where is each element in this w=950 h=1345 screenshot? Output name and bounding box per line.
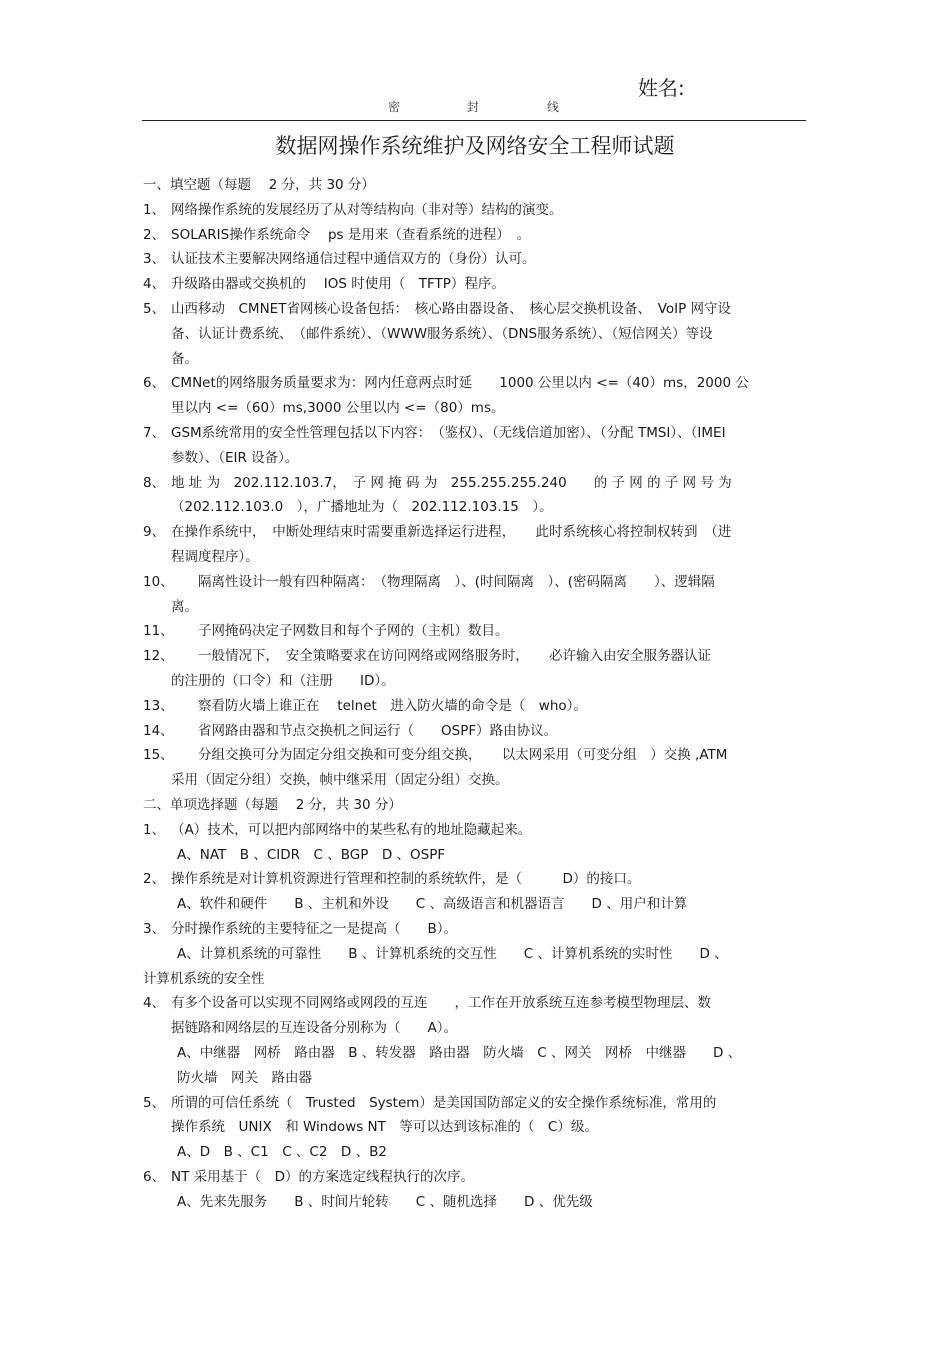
question-text-line: 察看防火墙上谁正在 telnet 进入防火墙的命令是（ who）。	[171, 697, 587, 714]
answer-options: A、NAT B 、CIDR C 、BGP D 、OSPF	[177, 846, 446, 863]
question-text-line: 参数）、（EIR 设备）。	[171, 449, 299, 466]
question-number: 1、	[143, 201, 166, 218]
question-text-line: 操作系统是对计算机资源进行管理和控制的系统软件，是（ D）的接口。	[171, 871, 641, 888]
name-label: 姓名:	[638, 76, 685, 100]
question-text-line: 所谓的可信任系统（ Trusted System）是美国国防部定义的安全操作系统标准，常用的	[171, 1094, 717, 1111]
seal-char-mi: 密	[388, 100, 401, 114]
question-number: 13、	[143, 697, 174, 714]
question-text-line: SOLARIS操作系统命令 ps 是用来（查看系统的进程） 。	[171, 226, 531, 243]
answer-options: A、D B 、C1 C 、C2 D 、B2	[177, 1144, 387, 1161]
question-text-line: 离。	[171, 598, 198, 615]
page-title: 数据网操作系统维护及网络安全工程师试题	[275, 134, 675, 158]
answer-options: A、计算机系统的可靠性 B 、计算机系统的交互性 C 、计算机系统的实时性 D 、	[177, 945, 728, 962]
question-text-line: 网络操作系统的发展经历了从对等结构向（非对等）结构的演变。	[171, 201, 563, 218]
question-number: 12、	[143, 648, 174, 665]
question-number: 6、	[143, 1169, 166, 1185]
question-text-line: 认证技术主要解决网络通信过程中通信双方的（身份）认可。	[171, 251, 536, 268]
question-number: 5、	[143, 301, 166, 317]
question-number: 3、	[143, 251, 166, 268]
question-number: 6、	[143, 375, 166, 392]
question-text-line: 分时操作系统的主要特征之一是提高（ B）。	[171, 921, 458, 937]
question-number: 7、	[143, 425, 166, 441]
question-text-line: 升级路由器或交换机的 IOS 时使用（ TFTP）程序。	[171, 276, 505, 293]
question-text-line: 据链路和网络层的互连设备分别称为（ A）。	[171, 1020, 457, 1037]
question-number: 8、	[143, 474, 166, 491]
question-text-line: 分组交换可分为固定分组交换和可变分组交换， 以太网采用（可变分组 ）交换 ,ATM	[171, 747, 728, 764]
question-text-line: 备、认证计费系统、 （邮件系统）、（WWW服务系统）、（DNS服务系统）、（短信网关）等设	[171, 325, 713, 342]
question-text-line: 隔离性设计一般有四种隔离： （物理隔离 ）、(时间隔离 ）、(密码隔离 ）、逻辑隔	[171, 573, 715, 590]
seal-char-feng: 封	[467, 100, 480, 114]
question-number: 15、	[143, 747, 174, 764]
question-text-line: 有多个设备可以实现不同网络或网段的互连 ，工作在开放系统互连参考模型物理层、数	[171, 995, 711, 1012]
question-number: 10、	[143, 573, 174, 590]
section-heading-choice: 二、单项选择题（每题 2 分，共 30 分）	[143, 797, 402, 813]
question-text-line: 子网掩码决定子网数目和每个子网的（主机）数目。	[171, 623, 509, 640]
question-text-line: CMNet的网络服务质量要求为：网内任意两点时延 1000 公里以内 <=（40）ms，2000 公	[171, 375, 749, 392]
answer-options: A、中继器 网桥 路由器 B 、转发器 路由器 防火墙 C 、网关 网桥 中继器 D 、	[177, 1045, 742, 1061]
question-number: 11、	[143, 623, 174, 640]
question-text-line: 采用（固定分组）交换，帧中继采用（固定分组）交换。	[171, 772, 509, 789]
answer-options: A、软件和硬件 B 、主机和外设 C 、高级语言和机器语言 D 、用户和计算	[177, 896, 688, 913]
seal-line	[142, 120, 806, 121]
question-number: 4、	[143, 995, 166, 1012]
question-text-line: GSM系统常用的安全性管理包括以下内容： （鉴权）、（无线信道加密）、（分配 TMSI）、（IMEI	[171, 425, 726, 441]
answer-options-continued: 计算机系统的安全性	[143, 970, 265, 987]
question-text-line: 一般情况下， 安全策略要求在访问网络或网络服务时， 必许输入由安全服务器认证	[171, 648, 711, 665]
question-text-line: NT 采用基于（ D）的方案选定线程执行的次序。	[171, 1169, 475, 1185]
question-number: 2、	[143, 226, 166, 243]
question-number: 5、	[143, 1094, 166, 1111]
question-text-line: 在操作系统中， 中断处理结束时需要重新选择运行进程， 此时系统核心将控制权转到 （进	[171, 524, 732, 541]
answer-options: A、先来先服务 B 、时间片轮转 C 、随机选择 D 、优先级	[177, 1193, 593, 1210]
question-text-line: 地 址 为 202.112.103.7， 子 网 掩 码 为 255.255.255.240 的 子 网 的 子 网 号 为	[171, 474, 732, 491]
question-number: 1、	[143, 821, 166, 838]
question-number: 3、	[143, 921, 166, 937]
question-text-line: （202.112.103.0 ），广播地址为（ 202.112.103.15 ）。	[171, 499, 553, 516]
question-number: 9、	[143, 524, 166, 541]
question-text-line: 备。	[171, 350, 198, 367]
section-heading-fill: 一、填空题（每题 2 分，共 30 分）	[143, 177, 375, 193]
answer-options: 防火墙 网关 路由器	[177, 1069, 312, 1086]
question-text-line: 的注册的（口令）和（注册 ID）。	[171, 673, 395, 689]
question-text-line: 程调度程序）。	[171, 549, 259, 565]
question-text-line: 里以内 <=（60）ms,3000 公里以内 <=（80）ms。	[171, 400, 505, 417]
question-number: 14、	[143, 722, 174, 739]
question-text-line: 操作系统 UNIX 和 Windows NT 等可以达到该标准的（ C）级。	[171, 1119, 598, 1136]
question-text-line: 山西移动 CMNET省网核心设备包括： 核心路由器设备、 核心层交换机设备、 VoIP 网守设	[171, 301, 732, 317]
question-number: 4、	[143, 276, 166, 293]
question-number: 2、	[143, 871, 166, 888]
seal-char-xian: 线	[547, 100, 560, 114]
question-text-line: 省网路由器和节点交换机之间运行（ OSPF）路由协议。	[171, 722, 558, 739]
question-text-line: （A）技术，可以把内部网络中的某些私有的地址隐藏起来。	[171, 821, 532, 838]
